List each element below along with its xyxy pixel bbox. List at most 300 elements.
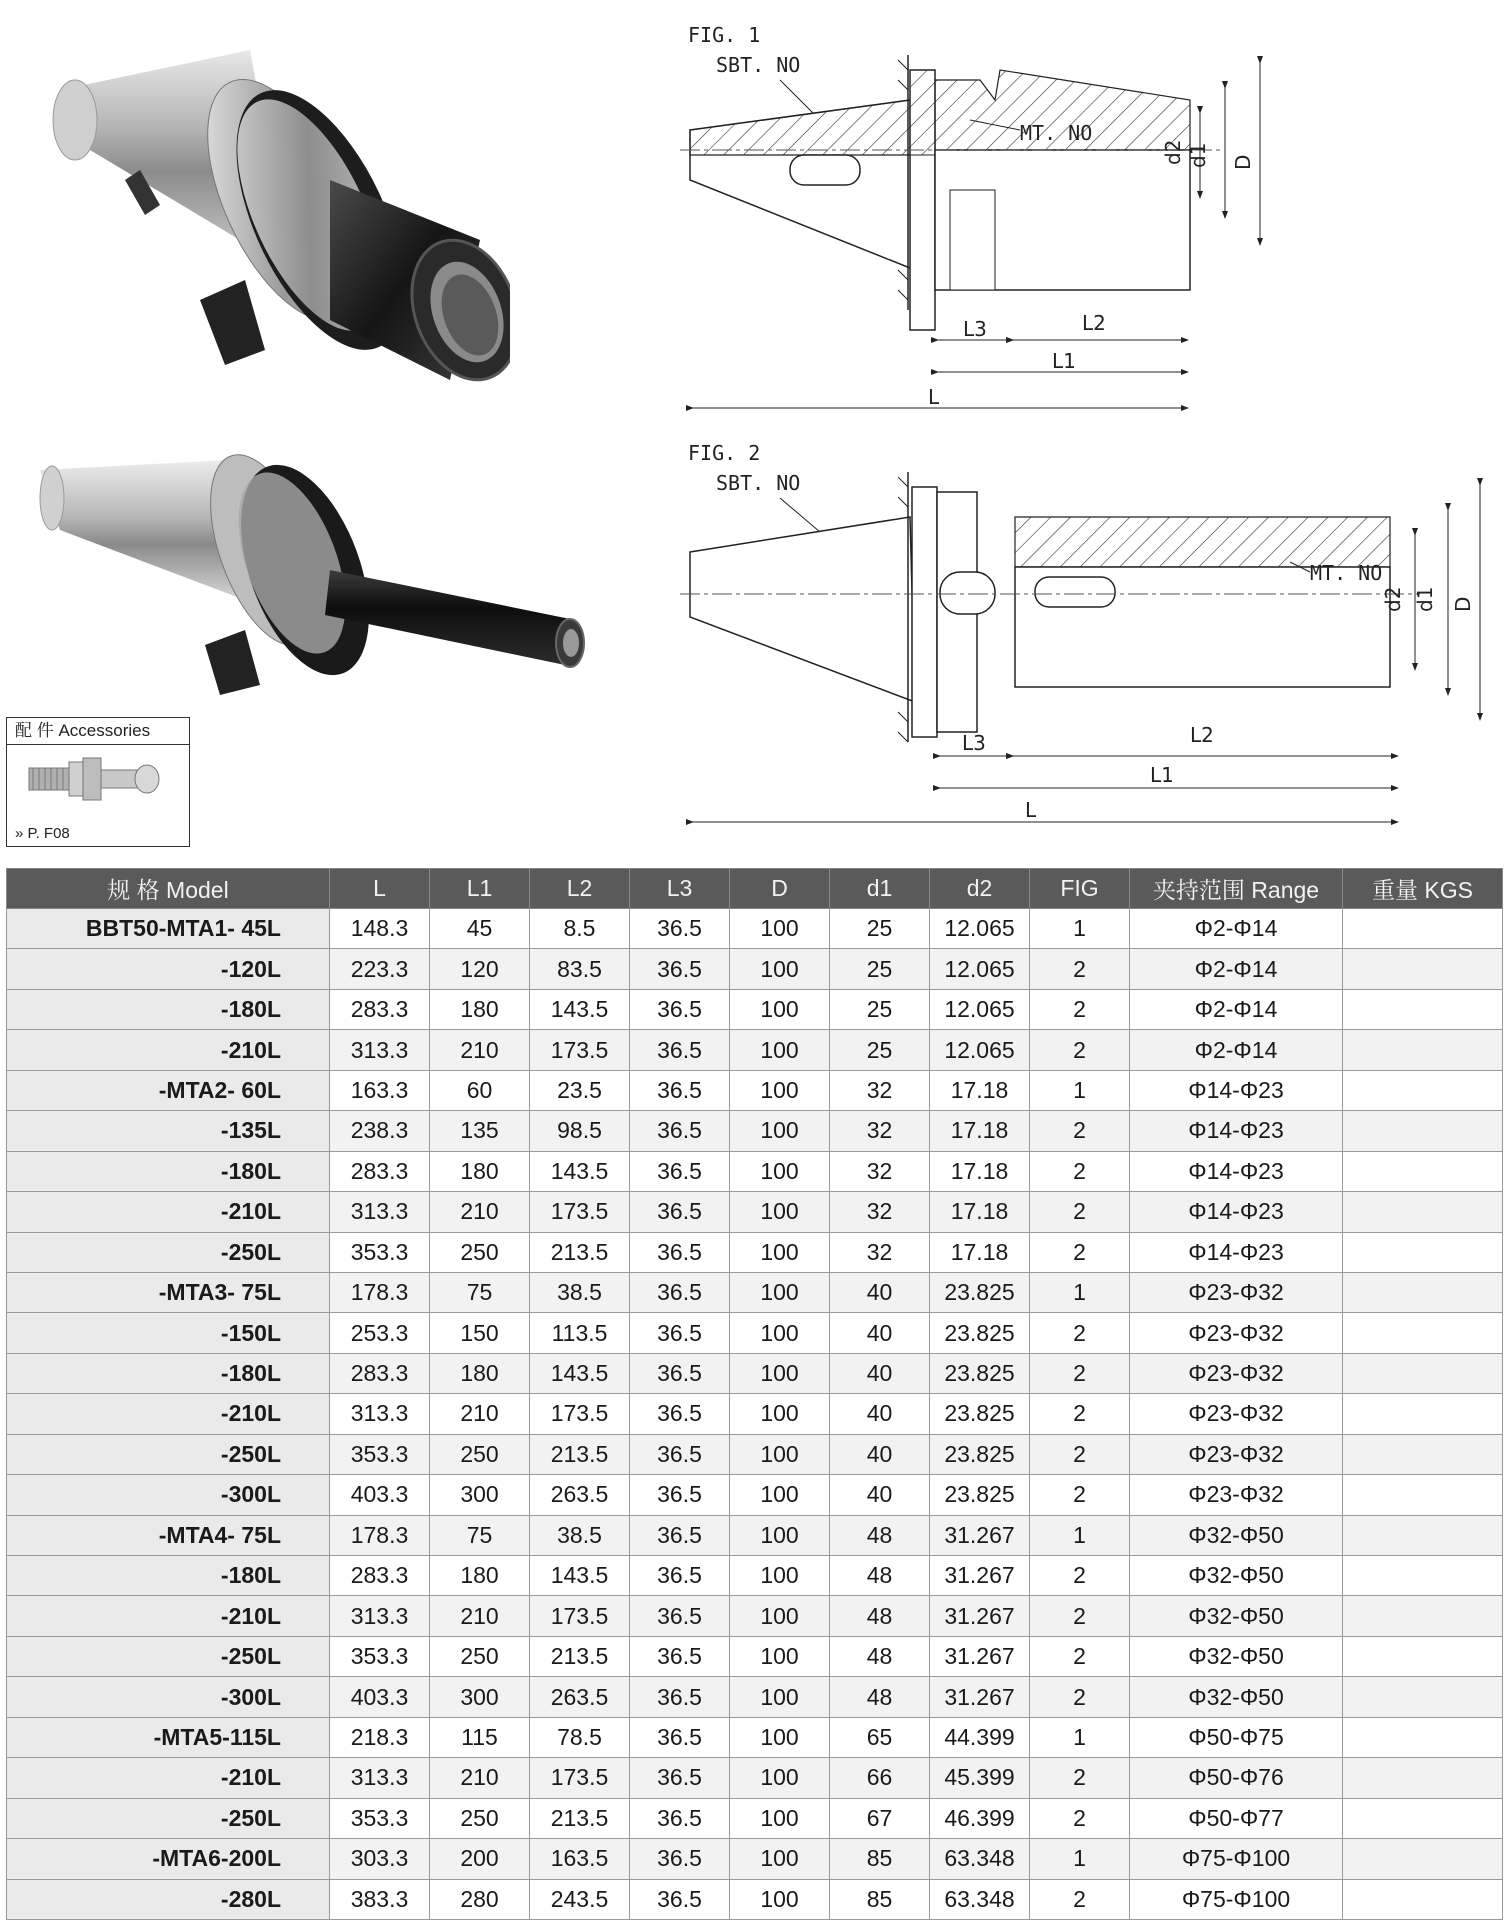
fig1-drawing	[680, 20, 1506, 420]
cell-L: 283.3	[330, 1353, 430, 1393]
cell-L3: 36.5	[630, 1475, 730, 1515]
cell-D: 100	[730, 1839, 830, 1879]
cell-weight	[1343, 1475, 1503, 1515]
cell-weight	[1343, 1313, 1503, 1353]
cell-weight	[1343, 1515, 1503, 1555]
cell-range: Φ32-Φ50	[1130, 1515, 1343, 1555]
cell-D: 100	[730, 1030, 830, 1070]
cell-L3: 36.5	[630, 1839, 730, 1879]
cell-fig: 2	[1030, 1151, 1130, 1191]
cell-L2: 143.5	[530, 1556, 630, 1596]
accessories-box	[6, 717, 190, 847]
cell-d2: 17.18	[930, 1151, 1030, 1191]
table-row	[7, 1272, 1503, 1312]
spec-table	[6, 868, 1503, 1920]
cell-d1: 32	[830, 1111, 930, 1151]
cell-L3: 36.5	[630, 1232, 730, 1272]
cell-d2: 12.065	[930, 989, 1030, 1029]
cell-L3: 36.5	[630, 1030, 730, 1070]
cell-range: Φ2-Φ14	[1130, 909, 1343, 949]
cell-model: -250L	[7, 1232, 330, 1272]
cell-d1: 66	[830, 1758, 930, 1798]
cell-weight	[1343, 1839, 1503, 1879]
cell-L: 178.3	[330, 1272, 430, 1312]
cell-L3: 36.5	[630, 1879, 730, 1919]
header-fig: FIG	[1030, 869, 1130, 909]
cell-L1: 250	[430, 1434, 530, 1474]
cell-L: 353.3	[330, 1798, 430, 1838]
cell-D: 100	[730, 909, 830, 949]
cell-d2: 23.825	[930, 1394, 1030, 1434]
cell-d1: 48	[830, 1556, 930, 1596]
cell-D: 100	[730, 1758, 830, 1798]
table-body	[7, 909, 1503, 1920]
cell-L: 313.3	[330, 1394, 430, 1434]
product-photo-short-holder	[30, 20, 510, 400]
cell-weight	[1343, 909, 1503, 949]
cell-L2: 8.5	[530, 909, 630, 949]
cell-d1: 25	[830, 909, 930, 949]
cell-L1: 120	[430, 949, 530, 989]
cell-model: -210L	[7, 1596, 330, 1636]
cell-model: -135L	[7, 1111, 330, 1151]
header-L2: L2	[530, 869, 630, 909]
cell-d2: 17.18	[930, 1111, 1030, 1151]
cell-L3: 36.5	[630, 1353, 730, 1393]
cell-d2: 45.399	[930, 1758, 1030, 1798]
cell-d1: 48	[830, 1515, 930, 1555]
cell-L1: 210	[430, 1596, 530, 1636]
cell-L2: 173.5	[530, 1192, 630, 1232]
cell-L2: 173.5	[530, 1758, 630, 1798]
cell-L3: 36.5	[630, 1272, 730, 1312]
cell-L1: 300	[430, 1475, 530, 1515]
cell-L: 353.3	[330, 1434, 430, 1474]
table-row	[7, 1192, 1503, 1232]
cell-range: Φ23-Φ32	[1130, 1394, 1343, 1434]
cell-fig: 1	[1030, 1839, 1130, 1879]
cell-weight	[1343, 1192, 1503, 1232]
cell-range: Φ23-Φ32	[1130, 1475, 1343, 1515]
cell-range: Φ23-Φ32	[1130, 1313, 1343, 1353]
cell-L3: 36.5	[630, 1717, 730, 1757]
cell-model: -150L	[7, 1313, 330, 1353]
cell-weight	[1343, 989, 1503, 1029]
table-header-row	[7, 869, 1503, 909]
cell-L3: 36.5	[630, 1556, 730, 1596]
cell-L1: 210	[430, 1192, 530, 1232]
cell-L1: 115	[430, 1717, 530, 1757]
fig2-d2: d2	[1381, 586, 1405, 612]
cell-D: 100	[730, 1192, 830, 1232]
cell-D: 100	[730, 1677, 830, 1717]
cell-L1: 45	[430, 909, 530, 949]
cell-L3: 36.5	[630, 1636, 730, 1676]
header-L1: L1	[430, 869, 530, 909]
cell-d1: 25	[830, 989, 930, 1029]
table-row	[7, 1636, 1503, 1676]
cell-D: 100	[730, 1394, 830, 1434]
header-model: 规 格 Model	[7, 869, 330, 909]
cell-d1: 40	[830, 1394, 930, 1434]
table-row	[7, 1515, 1503, 1555]
cell-L1: 280	[430, 1879, 530, 1919]
cell-L3: 36.5	[630, 1515, 730, 1555]
cell-fig: 1	[1030, 1717, 1130, 1757]
cell-model: -210L	[7, 1192, 330, 1232]
cell-range: Φ2-Φ14	[1130, 1030, 1343, 1070]
cell-range: Φ50-Φ75	[1130, 1717, 1343, 1757]
cell-L3: 36.5	[630, 1596, 730, 1636]
cell-fig: 1	[1030, 1515, 1130, 1555]
cell-L: 238.3	[330, 1111, 430, 1151]
cell-fig: 2	[1030, 1313, 1130, 1353]
cell-L: 353.3	[330, 1636, 430, 1676]
cell-d2: 63.348	[930, 1839, 1030, 1879]
cell-L2: 213.5	[530, 1798, 630, 1838]
cell-fig: 2	[1030, 1677, 1130, 1717]
cell-L: 383.3	[330, 1879, 430, 1919]
cell-weight	[1343, 1677, 1503, 1717]
cell-L: 178.3	[330, 1515, 430, 1555]
cell-L: 218.3	[330, 1717, 430, 1757]
cell-L1: 250	[430, 1232, 530, 1272]
cell-fig: 1	[1030, 1070, 1130, 1110]
fig1-L: L	[928, 385, 940, 409]
header-L: L	[330, 869, 430, 909]
cell-range: Φ32-Φ50	[1130, 1677, 1343, 1717]
cell-D: 100	[730, 1434, 830, 1474]
cell-fig: 2	[1030, 1758, 1130, 1798]
cell-d1: 48	[830, 1636, 930, 1676]
cell-d2: 23.825	[930, 1475, 1030, 1515]
cell-D: 100	[730, 1636, 830, 1676]
cell-weight	[1343, 1717, 1503, 1757]
cell-L1: 180	[430, 989, 530, 1029]
cell-d2: 63.348	[930, 1879, 1030, 1919]
table-row	[7, 949, 1503, 989]
fig1-D: D	[1231, 154, 1255, 170]
cell-L3: 36.5	[630, 1434, 730, 1474]
cell-d2: 31.267	[930, 1515, 1030, 1555]
cell-d2: 17.18	[930, 1192, 1030, 1232]
cell-L2: 98.5	[530, 1111, 630, 1151]
cell-d1: 40	[830, 1475, 930, 1515]
table-row	[7, 1596, 1503, 1636]
cell-fig: 2	[1030, 949, 1130, 989]
cell-D: 100	[730, 1717, 830, 1757]
cell-L1: 250	[430, 1798, 530, 1838]
fig2-L3: L3	[962, 731, 986, 755]
cell-L2: 143.5	[530, 989, 630, 1029]
cell-L2: 143.5	[530, 1151, 630, 1191]
cell-fig: 2	[1030, 1030, 1130, 1070]
cell-weight	[1343, 1030, 1503, 1070]
cell-model: -300L	[7, 1677, 330, 1717]
cell-weight	[1343, 1879, 1503, 1919]
cell-weight	[1343, 1596, 1503, 1636]
cell-L: 283.3	[330, 989, 430, 1029]
cell-model: -120L	[7, 949, 330, 989]
cell-L2: 113.5	[530, 1313, 630, 1353]
cell-L3: 36.5	[630, 1151, 730, 1191]
cell-weight	[1343, 1636, 1503, 1676]
cell-d1: 25	[830, 1030, 930, 1070]
cell-L3: 36.5	[630, 1070, 730, 1110]
cell-fig: 1	[1030, 1272, 1130, 1312]
cell-model: -280L	[7, 1879, 330, 1919]
table-row	[7, 1475, 1503, 1515]
cell-fig: 2	[1030, 1596, 1130, 1636]
cell-d1: 85	[830, 1879, 930, 1919]
fig2-sbt-label: SBT. NO	[716, 471, 801, 495]
cell-d1: 48	[830, 1677, 930, 1717]
fig2-drawing	[680, 432, 1506, 842]
table-row	[7, 1070, 1503, 1110]
cell-range: Φ23-Φ32	[1130, 1353, 1343, 1393]
cell-range: Φ23-Φ32	[1130, 1434, 1343, 1474]
table-row	[7, 1839, 1503, 1879]
cell-L: 313.3	[330, 1596, 430, 1636]
cell-fig: 2	[1030, 989, 1130, 1029]
cell-fig: 2	[1030, 1111, 1130, 1151]
cell-fig: 2	[1030, 1879, 1130, 1919]
table-row	[7, 1394, 1503, 1434]
cell-L2: 213.5	[530, 1434, 630, 1474]
fig2-L: L	[1025, 798, 1037, 822]
cell-d2: 46.399	[930, 1798, 1030, 1838]
table-row	[7, 1353, 1503, 1393]
cell-L3: 36.5	[630, 1677, 730, 1717]
cell-model: -210L	[7, 1758, 330, 1798]
cell-fig: 2	[1030, 1434, 1130, 1474]
cell-L1: 180	[430, 1151, 530, 1191]
cell-L: 223.3	[330, 949, 430, 989]
cell-L2: 213.5	[530, 1636, 630, 1676]
cell-model: -180L	[7, 989, 330, 1029]
fig1-L3: L3	[963, 317, 987, 341]
cell-range: Φ32-Φ50	[1130, 1556, 1343, 1596]
cell-L2: 263.5	[530, 1475, 630, 1515]
fig1-title: FIG. 1	[688, 23, 761, 47]
fig2-mt-label: MT. NO	[1310, 561, 1383, 585]
cell-weight	[1343, 1151, 1503, 1191]
cell-L: 283.3	[330, 1556, 430, 1596]
cell-d1: 65	[830, 1717, 930, 1757]
product-photo-long-holder	[30, 450, 590, 720]
cell-fig: 2	[1030, 1798, 1130, 1838]
fig1-d2: d2	[1161, 139, 1185, 165]
cell-fig: 2	[1030, 1353, 1130, 1393]
cell-D: 100	[730, 1151, 830, 1191]
table-row	[7, 1030, 1503, 1070]
cell-d2: 31.267	[930, 1596, 1030, 1636]
table-row	[7, 1798, 1503, 1838]
cell-d1: 40	[830, 1353, 930, 1393]
cell-weight	[1343, 1232, 1503, 1272]
cell-model: BBT50-MTA1- 45L	[7, 909, 330, 949]
header-range: 夹持范围 Range	[1130, 869, 1343, 909]
cell-range: Φ14-Φ23	[1130, 1151, 1343, 1191]
cell-weight	[1343, 1556, 1503, 1596]
cell-model: -180L	[7, 1151, 330, 1191]
cell-fig: 2	[1030, 1394, 1130, 1434]
cell-L: 303.3	[330, 1839, 430, 1879]
cell-d1: 32	[830, 1070, 930, 1110]
table-row	[7, 1556, 1503, 1596]
cell-D: 100	[730, 989, 830, 1029]
cell-L3: 36.5	[630, 1758, 730, 1798]
cell-model: -300L	[7, 1475, 330, 1515]
cell-model: -180L	[7, 1556, 330, 1596]
cell-L3: 36.5	[630, 949, 730, 989]
cell-d2: 31.267	[930, 1556, 1030, 1596]
cell-model: -250L	[7, 1798, 330, 1838]
cell-L1: 250	[430, 1636, 530, 1676]
cell-L1: 200	[430, 1839, 530, 1879]
cell-model: -210L	[7, 1030, 330, 1070]
cell-L1: 180	[430, 1556, 530, 1596]
cell-model: -210L	[7, 1394, 330, 1434]
cell-model: -MTA3- 75L	[7, 1272, 330, 1312]
cell-L: 313.3	[330, 1192, 430, 1232]
table-row	[7, 1677, 1503, 1717]
cell-weight	[1343, 1111, 1503, 1151]
table-row	[7, 1434, 1503, 1474]
cell-L: 313.3	[330, 1030, 430, 1070]
header-d2: d2	[930, 869, 1030, 909]
cell-L1: 75	[430, 1515, 530, 1555]
accessories-page-ref: » P. F08	[15, 825, 70, 842]
cell-model: -250L	[7, 1636, 330, 1676]
cell-L1: 75	[430, 1272, 530, 1312]
cell-L2: 213.5	[530, 1232, 630, 1272]
cell-L: 253.3	[330, 1313, 430, 1353]
cell-d2: 17.18	[930, 1232, 1030, 1272]
cell-model: -MTA6-200L	[7, 1839, 330, 1879]
cell-fig: 1	[1030, 909, 1130, 949]
cell-L2: 83.5	[530, 949, 630, 989]
cell-fig: 2	[1030, 1232, 1130, 1272]
cell-d1: 40	[830, 1313, 930, 1353]
cell-L1: 135	[430, 1111, 530, 1151]
cell-weight	[1343, 1798, 1503, 1838]
cell-d1: 32	[830, 1192, 930, 1232]
cell-L2: 163.5	[530, 1839, 630, 1879]
cell-d2: 31.267	[930, 1677, 1030, 1717]
cell-L: 353.3	[330, 1232, 430, 1272]
cell-model: -180L	[7, 1353, 330, 1393]
cell-d2: 12.065	[930, 909, 1030, 949]
cell-d1: 25	[830, 949, 930, 989]
cell-d1: 40	[830, 1272, 930, 1312]
cell-D: 100	[730, 1475, 830, 1515]
cell-d1: 85	[830, 1839, 930, 1879]
cell-L2: 38.5	[530, 1515, 630, 1555]
cell-L2: 173.5	[530, 1030, 630, 1070]
table-row	[7, 1758, 1503, 1798]
fig1-L1: L1	[1052, 349, 1076, 373]
table-row	[7, 1232, 1503, 1272]
cell-L1: 180	[430, 1353, 530, 1393]
cell-D: 100	[730, 1556, 830, 1596]
cell-L2: 38.5	[530, 1272, 630, 1312]
cell-D: 100	[730, 1353, 830, 1393]
accessories-label: 配 件 Accessories	[7, 718, 189, 745]
cell-range: Φ14-Φ23	[1130, 1192, 1343, 1232]
cell-D: 100	[730, 1111, 830, 1151]
cell-range: Φ2-Φ14	[1130, 949, 1343, 989]
cell-L3: 36.5	[630, 909, 730, 949]
cell-d2: 17.18	[930, 1070, 1030, 1110]
cell-d2: 23.825	[930, 1313, 1030, 1353]
cell-L: 148.3	[330, 909, 430, 949]
cell-fig: 2	[1030, 1636, 1130, 1676]
fig1-sbt-label: SBT. NO	[716, 53, 801, 77]
fig2-L2: L2	[1190, 723, 1214, 747]
cell-L1: 60	[430, 1070, 530, 1110]
cell-d2: 44.399	[930, 1717, 1030, 1757]
fig2-L1: L1	[1150, 763, 1174, 787]
cell-range: Φ23-Φ32	[1130, 1272, 1343, 1312]
table-row	[7, 909, 1503, 949]
table-row	[7, 1313, 1503, 1353]
cell-L1: 150	[430, 1313, 530, 1353]
cell-model: -250L	[7, 1434, 330, 1474]
cell-weight	[1343, 1353, 1503, 1393]
cell-fig: 2	[1030, 1475, 1130, 1515]
cell-model: -MTA2- 60L	[7, 1070, 330, 1110]
cell-D: 100	[730, 1515, 830, 1555]
cell-range: Φ14-Φ23	[1130, 1232, 1343, 1272]
cell-range: Φ50-Φ76	[1130, 1758, 1343, 1798]
header-d1: d1	[830, 869, 930, 909]
cell-model: -MTA5-115L	[7, 1717, 330, 1757]
cell-fig: 2	[1030, 1556, 1130, 1596]
cell-d1: 32	[830, 1232, 930, 1272]
cell-weight	[1343, 949, 1503, 989]
cell-weight	[1343, 1758, 1503, 1798]
header-weight: 重量 KGS	[1343, 869, 1503, 909]
cell-D: 100	[730, 1272, 830, 1312]
cell-L1: 210	[430, 1394, 530, 1434]
fig2-title: FIG. 2	[688, 441, 761, 465]
cell-weight	[1343, 1394, 1503, 1434]
cell-d1: 67	[830, 1798, 930, 1838]
cell-L: 283.3	[330, 1151, 430, 1191]
cell-D: 100	[730, 949, 830, 989]
cell-L3: 36.5	[630, 1798, 730, 1838]
fig1-d1: d1	[1186, 142, 1210, 168]
cell-L2: 78.5	[530, 1717, 630, 1757]
cell-d2: 12.065	[930, 949, 1030, 989]
cell-weight	[1343, 1434, 1503, 1474]
cell-L3: 36.5	[630, 1111, 730, 1151]
cell-D: 100	[730, 1070, 830, 1110]
cell-L: 403.3	[330, 1677, 430, 1717]
cell-L3: 36.5	[630, 989, 730, 1029]
cell-d2: 23.825	[930, 1434, 1030, 1474]
cell-L: 163.3	[330, 1070, 430, 1110]
cell-L2: 243.5	[530, 1879, 630, 1919]
table-row	[7, 989, 1503, 1029]
cell-range: Φ2-Φ14	[1130, 989, 1343, 1029]
fig1-mt-label: MT. NO	[1020, 121, 1093, 145]
cell-D: 100	[730, 1596, 830, 1636]
cell-L: 313.3	[330, 1758, 430, 1798]
table-row	[7, 1151, 1503, 1191]
cell-L1: 210	[430, 1758, 530, 1798]
